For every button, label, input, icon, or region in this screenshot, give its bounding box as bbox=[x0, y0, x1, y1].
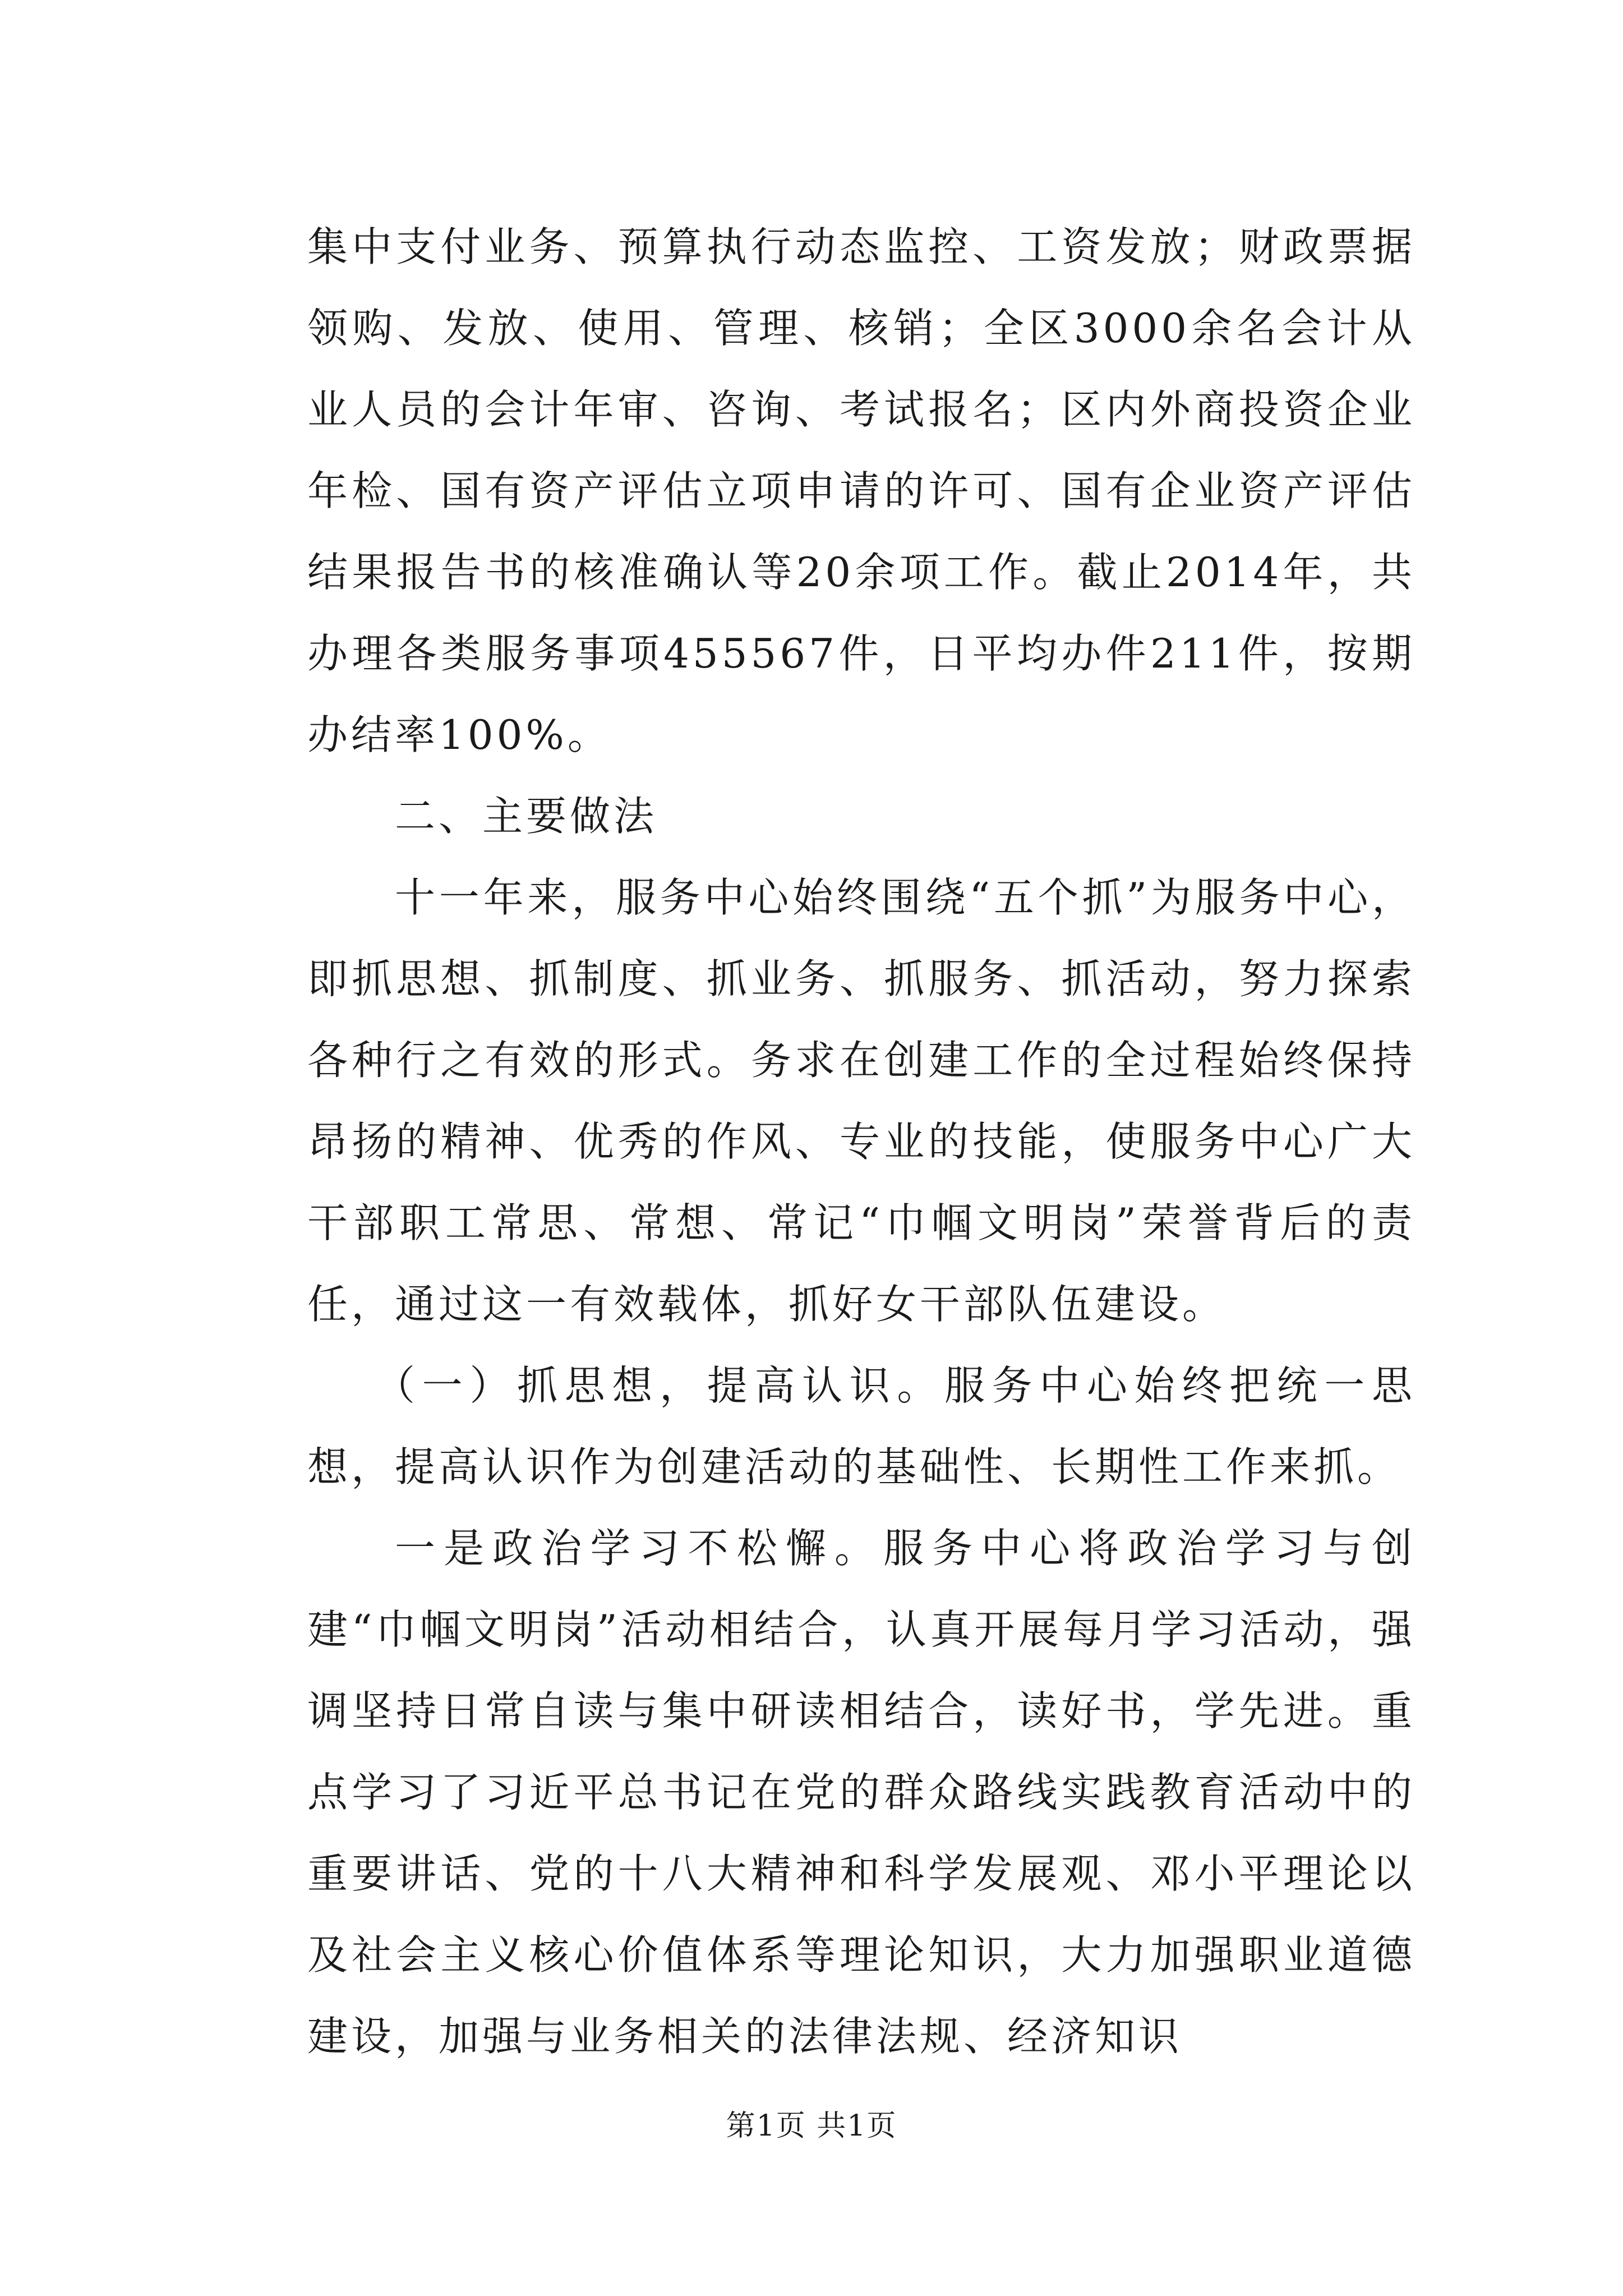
document-body bbox=[307, 206, 1415, 2077]
section-heading-main-methods: 二、主要做法 bbox=[395, 793, 658, 840]
paragraph-five-grasps: 十一年来，服务中心始终围绕“五个抓”为服务中心，即抓思想、抓制度、抓业务、抓服务、抓活动，努力探索各种行之有效的形式。务求在创建工作的全过程始终保持昂扬的精神、优秀的作风、专业的技能，使服务中心广大干部职工常思、常想、常记“巾帼文明岗”荣誉背后的责任，通过这一有效载体，抓好女干部队伍建设。 bbox=[307, 874, 1415, 1328]
paragraph-political-study: 一是政治学习不松懈。服务中心将政治学习与创建“巾帼文明岗”活动相结合，认真开展每月学习活动，强调坚持日常自读与集中研读相结合，读好书，学先进。重点学习了习近平总书记在党的群众路线实践教育活动中的重要讲话、党的十八大精神和科学发展观、邓小平理论以及社会主义核心价值体系等理论知识，大力加强职业道德建设，加强与业务相关的法律法规、经济知识 bbox=[307, 1525, 1415, 2060]
paragraph-subsection-one: （一）抓思想，提高认识。服务中心始终把统一思想，提高认识作为创建活动的基础性、长期性工作来抓。 bbox=[307, 1362, 1415, 1490]
page-footer: 第1页 共1页 bbox=[726, 2109, 897, 2143]
paragraph-continuation: 集中支付业务、预算执行动态监控、工资发放；财政票据领购、发放、使用、管理、核销；全区3000余名会计从业人员的会计年审、咨询、考试报名；区内外商投资企业年检、国有资产评估立项申请的许可、国有企业资产评估结果报告书的核准确认等20余项工作。截止2014年，共办理各类服务事项455567件，日平均办件211件，按期办结率100%。 bbox=[307, 223, 1415, 758]
